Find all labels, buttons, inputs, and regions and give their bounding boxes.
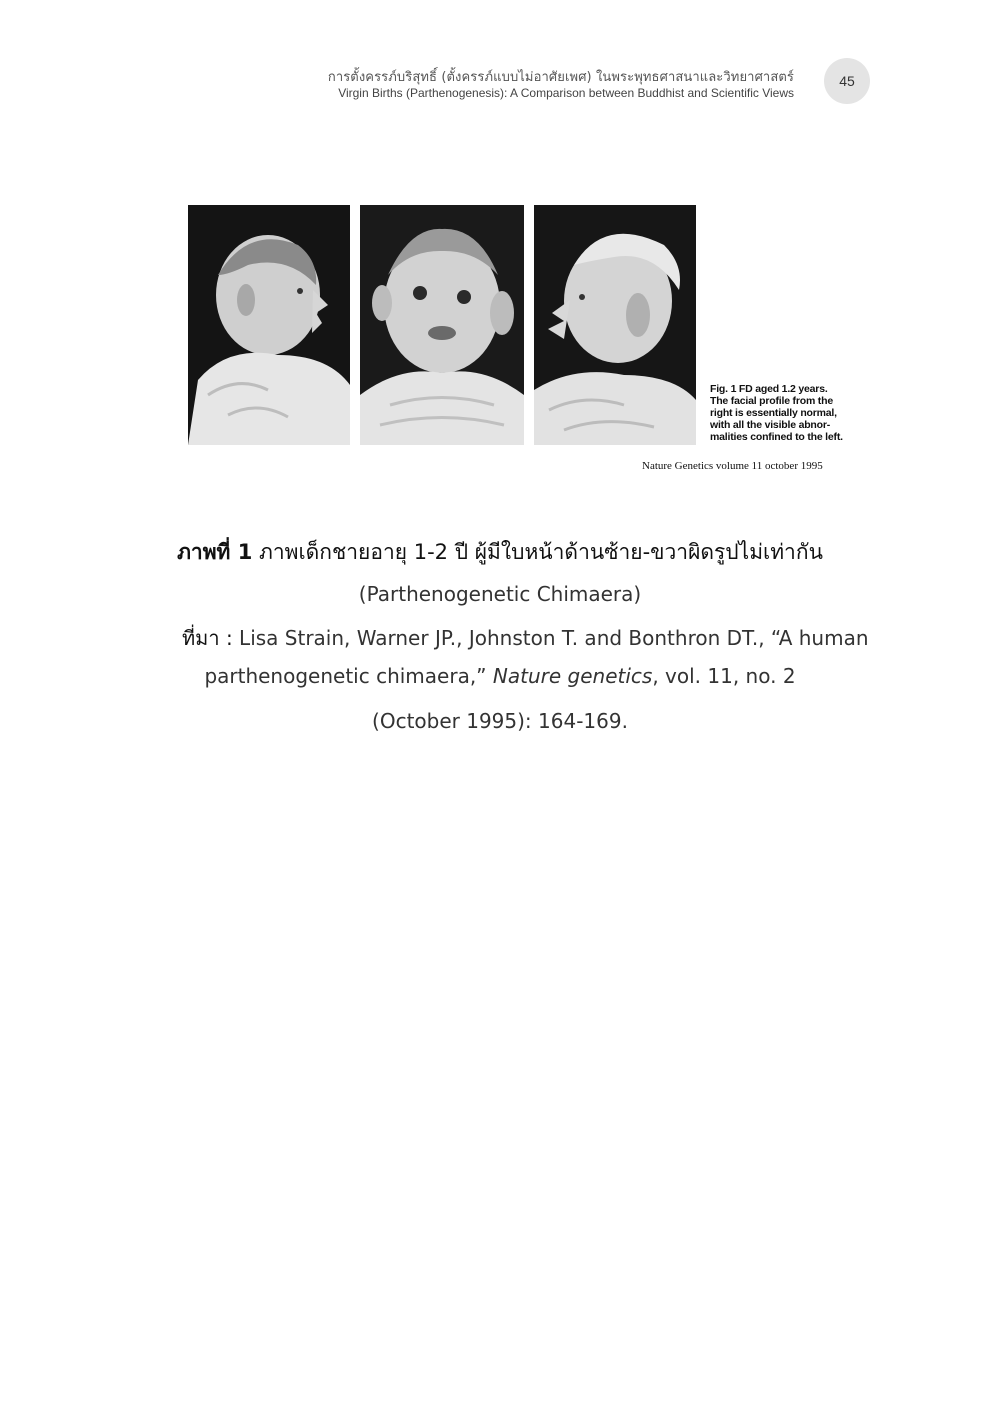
- caption-subtitle: (Parthenogenetic Chimaera): [358, 582, 642, 606]
- running-header-thai: การตั้งครรภ์บริสุทธิ์ (ตั้งครรภ์แบบไม่อาศัยเพศ) ในพระพุทธศาสนาและวิทยาศาสตร์: [327, 70, 794, 85]
- source-volume: , vol. 11, no. 2: [652, 664, 796, 688]
- source-title: parthenogenetic chimaera,”: [204, 664, 493, 688]
- source-line-2: [0, 664, 1000, 688]
- caption-label: ภาพที่ 1: [177, 540, 253, 564]
- photo-left-profile: [188, 205, 350, 445]
- running-header-english: Virgin Births (Parthenogenesis): A Comparison between Buddhist and Scientific Views: [338, 86, 794, 100]
- source-label: ที่มา :: [182, 626, 233, 650]
- photo-frontal: [360, 205, 524, 445]
- caption-text: ภาพเด็กชายอายุ 1-2 ปี ผู้มีใบหน้าด้านซ้าย-ขวาผิดรูปไม่เท่ากัน: [252, 540, 823, 564]
- figure-caption-line: with all the visible abnor-: [710, 419, 831, 431]
- source-authors: Lisa Strain, Warner JP., Johnston T. and Bonthron DT., “A human: [232, 626, 869, 650]
- figure-caption: [710, 383, 855, 443]
- journal-credit: Nature Genetics volume 11 october 1995: [642, 460, 823, 472]
- figure-caption-line: malities confined to the left.: [710, 431, 843, 443]
- figure-caption-line: The facial profile from the: [710, 395, 833, 407]
- source-journal: Nature genetics: [492, 664, 653, 688]
- figure-caption-line: Fig. 1 FD aged 1.2 years.: [710, 383, 828, 395]
- figure: [188, 205, 850, 485]
- photo-right-profile: [534, 205, 696, 445]
- source-line-1: [182, 622, 869, 654]
- source-line-3: (October 1995): 164-169.: [372, 709, 628, 733]
- caption-title: [0, 536, 1000, 569]
- figure-caption-line: right is essentially normal,: [710, 407, 837, 419]
- page-number: 45: [824, 58, 870, 104]
